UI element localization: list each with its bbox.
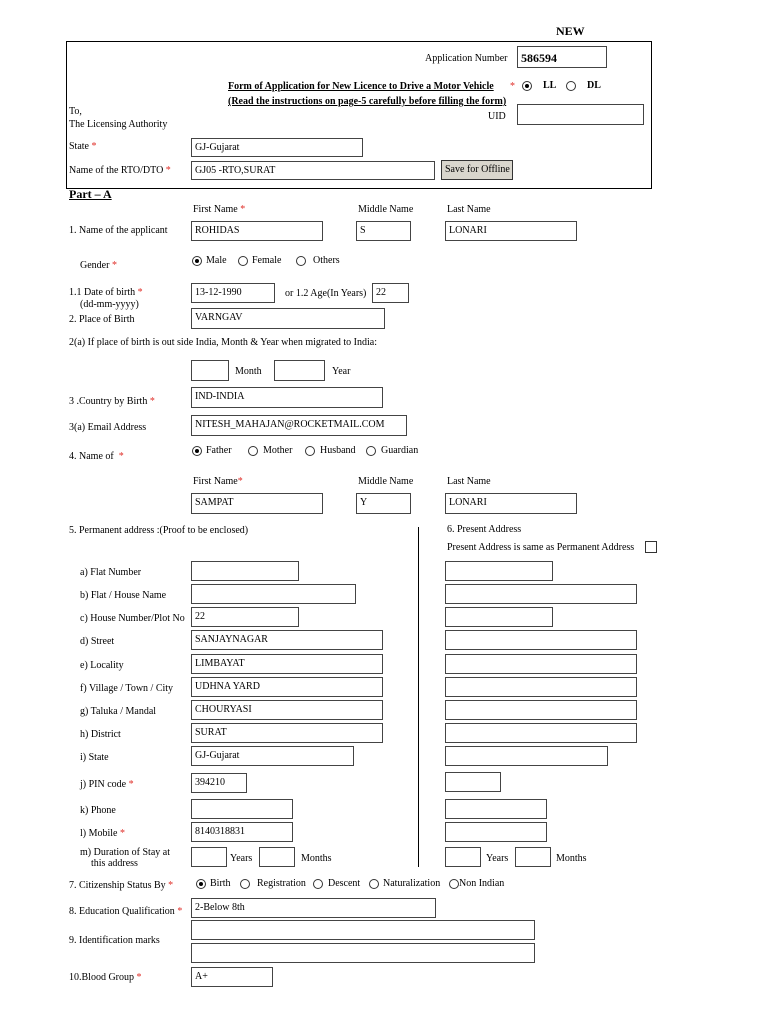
relation-mother-label: Mother <box>263 445 293 456</box>
education-select[interactable]: 2-Below 8th <box>191 898 436 918</box>
gender-female-radio[interactable] <box>238 256 248 266</box>
relative-middle-name-input[interactable]: Y <box>356 493 411 514</box>
gender-male-label: Male <box>206 255 227 266</box>
present-address-label: 6. Present Address <box>447 524 522 535</box>
permanent-address-input[interactable]: 394210 <box>191 773 247 793</box>
middle-name-heading: Middle Name <box>358 204 414 215</box>
address-field-label: i) State <box>80 752 109 763</box>
blood-group-label: 10.Blood Group * <box>69 972 142 983</box>
present-years-input[interactable] <box>445 847 481 867</box>
blood-group-select[interactable]: A+ <box>191 967 273 987</box>
address-field-label: j) PIN code * <box>80 779 134 790</box>
present-address-input[interactable] <box>445 607 553 627</box>
present-address-input[interactable] <box>445 677 637 697</box>
outside-india-label: 2(a) If place of birth is out side India, Month & Year when migrated to India: <box>69 337 377 348</box>
place-of-birth-input[interactable]: VARNGAV <box>191 308 385 329</box>
applicant-last-name-input[interactable]: LONARI <box>445 221 577 241</box>
country-label: 3 .Country by Birth * <box>69 396 155 407</box>
relation-mother-radio[interactable] <box>248 446 258 456</box>
citizenship-naturalization-radio[interactable] <box>369 879 379 889</box>
citizenship-non-indian-radio[interactable] <box>449 879 459 889</box>
permanent-address-input[interactable] <box>191 561 299 581</box>
present-address-input[interactable] <box>445 772 501 792</box>
citizenship-descent-radio[interactable] <box>313 879 323 889</box>
duration-label-2: this address <box>91 858 138 869</box>
relation-father-label: Father <box>206 445 232 456</box>
applicant-name-label: 1. Name of the applicant <box>69 225 168 236</box>
present-address-input[interactable] <box>445 561 553 581</box>
permanent-address-input[interactable]: GJ-Gujarat <box>191 746 354 766</box>
name-of-label: 4. Name of * <box>69 451 124 462</box>
present-address-input[interactable] <box>445 746 608 766</box>
form-title: Form of Application for New Licence to Drive a Motor Vehicle <box>228 81 494 92</box>
citizenship-non-indian-label: Non Indian <box>459 878 505 889</box>
permanent-address-label: 5. Permanent address :(Proof to be enclosed) <box>69 525 249 536</box>
citizenship-naturalization-label: Naturalization <box>383 878 441 889</box>
rto-select[interactable]: GJ05 -RTO,SURAT <box>191 161 435 180</box>
licence-dl-label: DL <box>587 80 601 91</box>
permanent-months-label: Months <box>301 853 332 864</box>
dob-label: 1.1 Date of birth * <box>69 287 143 298</box>
age-label: or 1.2 Age(In Years) <box>285 288 367 299</box>
relation-husband-label: Husband <box>320 445 356 456</box>
present-years-label: Years <box>486 853 509 864</box>
application-number-label: Application Number <box>425 53 508 64</box>
permanent-address-input[interactable]: SURAT <box>191 723 383 743</box>
address-field-label: l) Mobile * <box>80 828 125 839</box>
permanent-address-input[interactable] <box>191 584 356 604</box>
citizenship-birth-label: Birth <box>210 878 231 889</box>
present-months-input[interactable] <box>515 847 551 867</box>
dob-input[interactable]: 13-12-1990 <box>191 283 275 303</box>
present-address-input[interactable] <box>445 700 637 720</box>
permanent-address-input[interactable]: LIMBAYAT <box>191 654 383 674</box>
permanent-address-input[interactable]: CHOURYASI <box>191 700 383 720</box>
uid-input[interactable] <box>517 104 644 125</box>
state-label: State * <box>69 141 97 152</box>
address-field-label: d) Street <box>80 636 115 647</box>
gender-others-label: Others <box>313 255 340 266</box>
relative-first-name-heading: First Name* <box>193 476 243 487</box>
relation-guardian-radio[interactable] <box>366 446 376 456</box>
applicant-first-name-input[interactable]: ROHIDAS <box>191 221 323 241</box>
relation-guardian-label: Guardian <box>381 445 419 456</box>
same-as-permanent-label: Present Address is same as Permanent Address <box>447 542 635 553</box>
duration-label: m) Duration of Stay at <box>80 847 170 858</box>
email-label: 3(a) Email Address <box>69 422 147 433</box>
permanent-address-input[interactable]: UDHNA YARD <box>191 677 383 697</box>
present-months-label: Months <box>556 853 587 864</box>
save-offline-button[interactable]: Save for Offline <box>441 160 513 180</box>
gender-female-label: Female <box>252 255 282 266</box>
citizenship-label: 7. Citizenship Status By * <box>69 880 174 891</box>
migration-year-input[interactable] <box>274 360 325 381</box>
permanent-address-input[interactable] <box>191 799 293 819</box>
present-address-input[interactable] <box>445 654 637 674</box>
address-divider <box>418 527 419 867</box>
licence-dl-radio[interactable] <box>566 81 576 91</box>
part-a-title: Part – A <box>69 187 112 201</box>
same-as-permanent-checkbox[interactable] <box>645 541 657 553</box>
identification-mark-1-input[interactable] <box>191 920 535 940</box>
present-address-input[interactable] <box>445 799 547 819</box>
citizenship-registration-label: Registration <box>257 878 306 889</box>
required-marker: * <box>510 81 515 92</box>
present-address-input[interactable] <box>445 584 637 604</box>
identification-label: 9. Identification marks <box>69 935 160 946</box>
permanent-address-input[interactable]: 22 <box>191 607 299 627</box>
state-select[interactable]: GJ-Gujarat <box>191 138 363 157</box>
month-label: Month <box>235 366 262 377</box>
present-address-input[interactable] <box>445 822 547 842</box>
relation-father-radio[interactable] <box>192 446 202 456</box>
licence-ll-radio[interactable] <box>522 81 532 91</box>
age-input[interactable]: 22 <box>372 283 409 303</box>
relative-first-name-input[interactable]: SAMPAT <box>191 493 323 514</box>
relative-last-name-heading: Last Name <box>447 476 491 487</box>
address-field-label: c) House Number/Plot No <box>80 613 185 624</box>
citizenship-birth-radio[interactable] <box>196 879 206 889</box>
address-field-label: a) Flat Number <box>80 567 142 578</box>
relative-middle-name-heading: Middle Name <box>358 476 414 487</box>
relation-husband-radio[interactable] <box>305 446 315 456</box>
present-address-input[interactable] <box>445 630 637 650</box>
first-name-heading: First Name * <box>193 204 246 215</box>
email-input[interactable]: NITESH_MAHAJAN@ROCKETMAIL.COM <box>191 415 407 436</box>
address-field-label: e) Locality <box>80 660 124 671</box>
new-label: NEW <box>556 24 585 38</box>
address-field-label: b) Flat / House Name <box>80 590 167 601</box>
last-name-heading: Last Name <box>447 204 491 215</box>
citizenship-registration-radio[interactable] <box>240 879 250 889</box>
address-field-label: f) Village / Town / City <box>80 683 174 694</box>
uid-label: UID <box>488 111 506 122</box>
dob-format-hint: (dd-mm-yyyy) <box>80 299 139 310</box>
to-label: To, <box>69 106 82 117</box>
gender-others-radio[interactable] <box>296 256 306 266</box>
permanent-address-input[interactable]: 8140318831 <box>191 822 293 842</box>
application-number-field[interactable]: 586594 <box>517 46 607 68</box>
country-select[interactable]: IND-INDIA <box>191 387 383 408</box>
permanent-years-label: Years <box>230 853 253 864</box>
year-label: Year <box>332 366 351 377</box>
gender-male-radio[interactable] <box>192 256 202 266</box>
education-label: 8. Education Qualification * <box>69 906 183 917</box>
rto-label: Name of the RTO/DTO * <box>69 165 171 176</box>
address-field-label: h) District <box>80 729 121 740</box>
relative-last-name-input[interactable]: LONARI <box>445 493 577 514</box>
address-field-label: g) Taluka / Mandal <box>80 706 157 717</box>
identification-mark-2-input[interactable] <box>191 943 535 963</box>
citizenship-descent-label: Descent <box>328 878 361 889</box>
permanent-address-input[interactable]: SANJAYNAGAR <box>191 630 383 650</box>
migration-month-input[interactable] <box>191 360 229 381</box>
form-subtitle: (Read the instructions on page-5 carefully before filling the form) <box>228 96 507 107</box>
present-address-input[interactable] <box>445 723 637 743</box>
licence-ll-label: LL <box>543 80 557 91</box>
authority-label: The Licensing Authority <box>69 119 168 130</box>
permanent-months-input[interactable] <box>259 847 295 867</box>
address-field-label: k) Phone <box>80 805 116 816</box>
place-of-birth-label: 2. Place of Birth <box>69 314 135 325</box>
permanent-years-input[interactable] <box>191 847 227 867</box>
gender-label: Gender * <box>80 260 117 271</box>
applicant-middle-name-input[interactable]: S <box>356 221 411 241</box>
